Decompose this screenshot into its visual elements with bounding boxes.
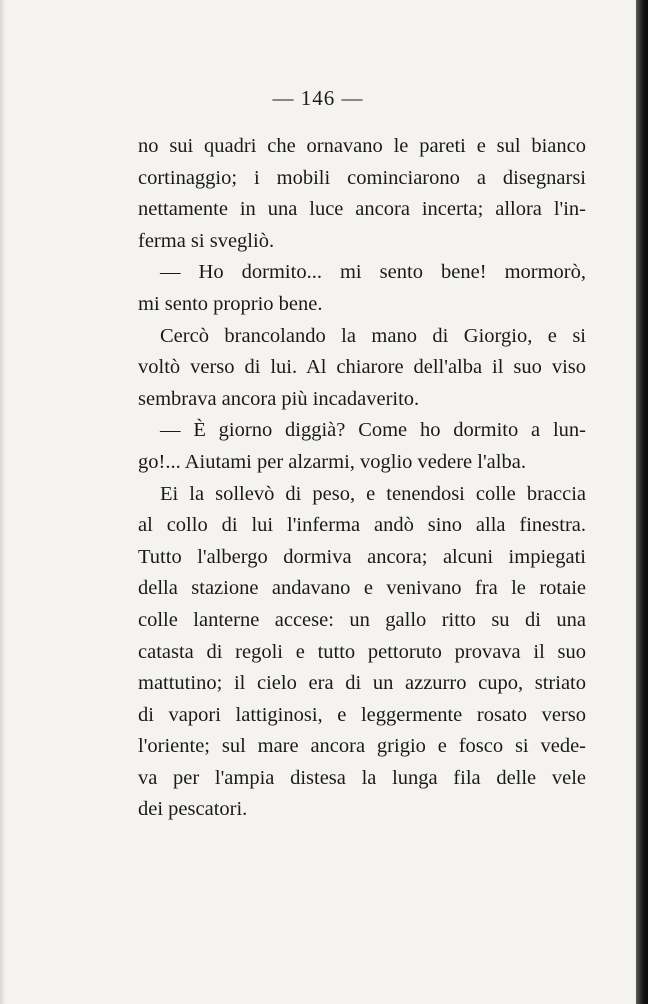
body-text: [138, 131, 586, 826]
text-line: ferma si svegliò.: [138, 229, 275, 252]
text-line: nettamente in una luce ancora incerta; allora l'in-: [138, 198, 586, 221]
text-line: no sui quadri che ornavano le pareti e sul bianco: [138, 135, 586, 157]
text-line: Cercò brancolando la mano di Giorgio, e si: [160, 324, 586, 347]
text-line: al collo di lui l'inferma andò sino alla finestra.: [138, 514, 586, 537]
text-line: Tutto l'albergo dormiva ancora; alcuni impiegati: [138, 545, 586, 568]
text-line: go!... Aiutami per alzarmi, voglio vedere l'alba.: [138, 450, 526, 473]
page-number: — 146 —: [272, 86, 364, 110]
text-line: colle lanterne accese: un gallo ritto su di una: [138, 608, 586, 631]
page-gutter-shade: [0, 0, 6, 1004]
text-line: l'oriente; sul mare ancora grigio e fosco si vede-: [138, 735, 586, 758]
text-line: voltò verso di lui. Al chiarore dell'alba il suo viso: [138, 356, 586, 379]
text-line: sembrava ancora più incadaverito.: [138, 387, 420, 410]
text-line: — È giorno diggià? Come ho dormito a lun-: [160, 419, 586, 442]
text-line: della stazione andavano e venivano fra le rotaie: [138, 577, 586, 600]
text-line: di vapori lattiginosi, e leggermente rosato verso: [138, 703, 586, 726]
text-line: va per l'ampia distesa la lunga fila delle vele: [138, 766, 586, 789]
text-line: cortinaggio; i mobili cominciarono a disegnarsi: [138, 166, 586, 189]
text-line: mattutino; il cielo era di un azzurro cupo, striato: [138, 672, 586, 695]
text-line: mi sento proprio bene.: [138, 292, 323, 315]
text-line: — Ho dormito... mi sento bene! mormorò,: [160, 261, 586, 284]
scan-edge: [636, 0, 648, 1004]
text-line: catasta di regoli e tutto pettoruto provava il suo: [138, 640, 586, 663]
text-line: Ei la sollevò di peso, e tenendosi colle braccia: [160, 482, 586, 505]
text-line: dei pescatori.: [138, 798, 248, 821]
